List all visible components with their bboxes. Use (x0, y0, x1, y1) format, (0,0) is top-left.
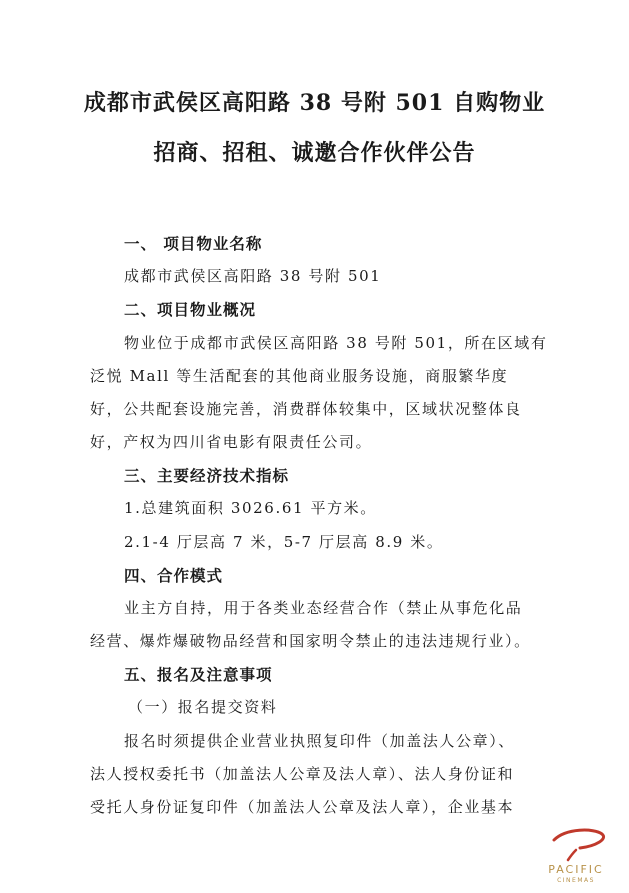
section-1-heading: 一、 项目物业名称 (124, 235, 263, 253)
section-5-subheading: （一）报名提交资料 (128, 698, 278, 716)
section-5-line-2: 法人授权委托书（加盖法人公章及法人章）、法人身份证和 (90, 765, 515, 783)
section-5-heading: 五、报名及注意事项 (124, 666, 273, 684)
section-4-line-2: 经营、爆炸爆破物品经营和国家明令禁止的违法违规行业）。 (90, 632, 531, 650)
section-5-line-3: 受托人身份证复印件（加盖法人公章及法人章），企业基本 (90, 798, 515, 816)
section-2-line-3: 好，公共配套设施完善，消费群体较集中，区域状况整体良 (90, 400, 522, 418)
pacific-cinemas-logo (536, 826, 616, 888)
logo-subtitle: CINEMAS (557, 877, 595, 884)
section-4-heading: 四、合作模式 (124, 567, 224, 585)
section-3-item-1: 1.总建筑面积 3026.61 平方米。 (124, 499, 377, 517)
section-4-line-1: 业主方自持，用于各类业态经营合作（禁止从事危化品 (124, 599, 523, 617)
logo-swoosh-icon (536, 826, 616, 862)
document-title-line-2: 招商、招租、诚邀合作伙伴公告 (153, 140, 476, 166)
logo-name: PACIFIC (548, 863, 604, 876)
section-3-heading: 三、主要经济技术指标 (124, 467, 290, 485)
section-2-heading: 二、项目物业概况 (124, 301, 257, 319)
document-title-line-1: 成都市武侯区高阳路 38 号附 501 自购物业 (83, 90, 546, 116)
section-2-line-4: 好，产权为四川省电影有限责任公司。 (90, 433, 373, 451)
section-2-line-1: 物业位于成都市武侯区高阳路 38 号附 501，所在区域有 (124, 334, 548, 352)
section-2-line-2: 泛悦 Mall 等生活配套的其他商业服务设施，商服繁华度 (90, 367, 509, 385)
section-1-text: 成都市武侯区高阳路 38 号附 501 (124, 267, 382, 285)
section-5-line-1: 报名时须提供企业营业执照复印件（加盖法人公章）、 (124, 732, 515, 750)
section-3-item-2: 2.1-4 厅层高 7 米，5-7 厅层高 8.9 米。 (124, 533, 444, 551)
